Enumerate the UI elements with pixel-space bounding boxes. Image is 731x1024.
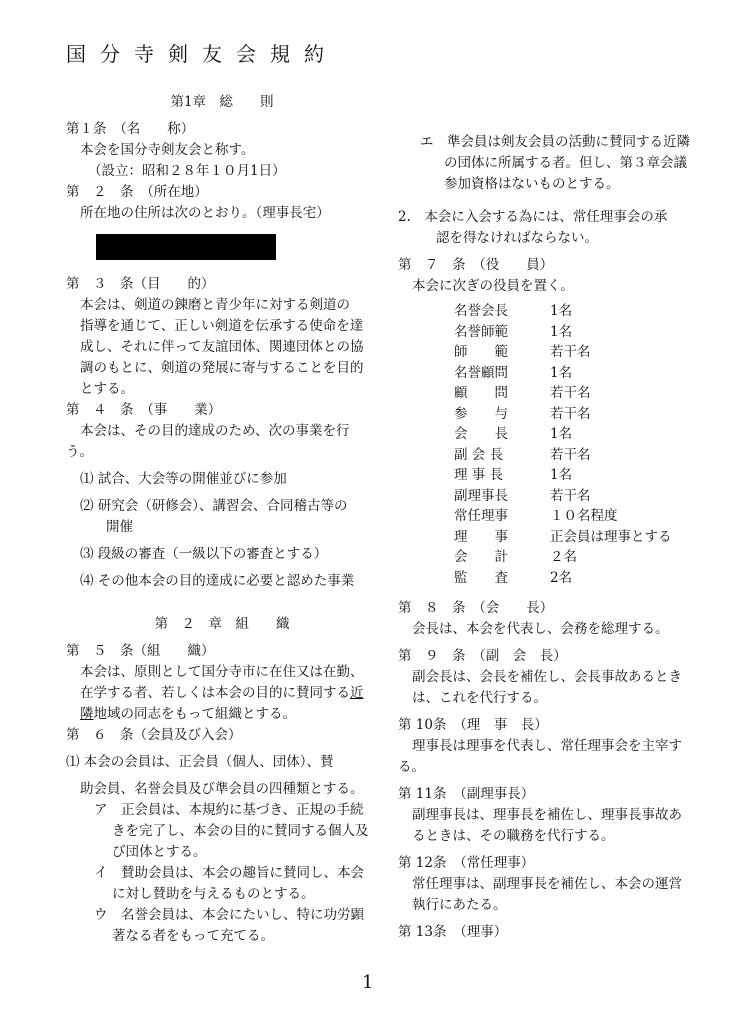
article-6-clause-2-line: 認を得なければならない。 bbox=[436, 230, 598, 246]
article-9-text-line: は、これを代行する。 bbox=[412, 690, 547, 706]
officer-count: 若干名 bbox=[550, 487, 591, 504]
officer-title: 名誉師範 bbox=[454, 323, 508, 340]
officer-count: ２名 bbox=[550, 549, 577, 565]
article-4-heading: 第 ４ 条 （事 業） bbox=[66, 402, 222, 418]
document-title: 国分寺剣友会規約 bbox=[66, 42, 338, 66]
officer-title: 副理事長 bbox=[454, 487, 508, 504]
officer-title: 名誉会長 bbox=[454, 303, 508, 319]
article-11-text-line: るときは、その職務を代行する。 bbox=[412, 828, 615, 844]
officer-title: 顧 問 bbox=[454, 385, 508, 401]
left-column bbox=[66, 92, 378, 947]
chapter-2-heading: 第 ２ 章 組 織 bbox=[154, 616, 290, 632]
officer-title: 師 範 bbox=[454, 344, 508, 360]
article-6-item-e-line: エ 準会員は剣友会員の活動に賛同する近隣 bbox=[420, 134, 690, 150]
officer-row bbox=[454, 342, 710, 363]
officer-title: 監 査 bbox=[454, 569, 508, 586]
article-6-item-u-line: 著なる者をもって充てる。 bbox=[112, 928, 274, 944]
article-4-item-2: ⑵ 研究会（研修会）、講習会、合同稽古等の bbox=[80, 498, 348, 514]
article-5-text-segment: 在学する者、若しくは本会の目的に賛同する bbox=[80, 685, 350, 701]
officer-row bbox=[454, 486, 710, 507]
officer-count: １０名程度 bbox=[550, 508, 618, 524]
officer-count: 若干名 bbox=[550, 405, 591, 422]
officer-count: 1名 bbox=[550, 364, 573, 381]
article-6-item-u-line: ウ 名誉会員は、本会にたいし、特に功労顕 bbox=[94, 907, 364, 923]
article-3-text-line: 調のもとに、剣道の発展に寄与することを目的 bbox=[80, 360, 364, 376]
article-4-item-4: ⑷ その他本会の目的達成に必要と認めた事業 bbox=[80, 573, 355, 589]
article-3-text-line: 指導を通じて、正しい剣道を伝承する使命を達 bbox=[80, 318, 364, 334]
article-9-text-line: 副会長は、会長を補佐し、会長事故あるとき bbox=[412, 669, 682, 685]
officer-row bbox=[454, 445, 710, 466]
officer-count: 1名 bbox=[550, 303, 573, 319]
article-8-heading: 第 ８ 条 （会 長） bbox=[398, 600, 554, 616]
officer-row bbox=[454, 465, 710, 486]
officer-count: 1名 bbox=[550, 426, 573, 442]
officer-count: 1名 bbox=[550, 467, 573, 483]
article-1-note: （設立：昭和２８年１０月1日） bbox=[88, 163, 286, 179]
article-12-heading: 第 12条 （常任理事） bbox=[398, 855, 535, 871]
article-11-text-line: 副理事長は、理事長を補佐し、理事長事故あ bbox=[412, 807, 682, 823]
page-number: 1 bbox=[362, 972, 374, 993]
officer-title: 参 与 bbox=[454, 405, 508, 422]
article-5-text-line: 本会は、原則として国分寺市に在住又は在勤、 bbox=[80, 664, 364, 680]
officer-title: 名誉顧問 bbox=[454, 364, 508, 381]
article-3-text-line: 成し、それに伴って友誼団体、関連団体との協 bbox=[80, 339, 364, 355]
officer-count: 若干名 bbox=[550, 385, 591, 401]
officer-title: 副 会 長 bbox=[454, 446, 504, 463]
article-4-text-line: う。 bbox=[66, 444, 93, 460]
officer-row bbox=[454, 424, 710, 445]
officer-row bbox=[454, 363, 710, 384]
officer-title: 会 長 bbox=[454, 426, 508, 442]
article-2-body: 所在地の住所は次のとおり。（理事長宅） bbox=[80, 205, 330, 221]
officer-title: 理 事 長 bbox=[454, 467, 504, 483]
officer-row bbox=[454, 322, 710, 343]
article-1-heading: 第１条 （名 称） bbox=[66, 121, 195, 137]
article-4-item-3: ⑶ 段級の審査（一級以下の審査とする） bbox=[80, 546, 328, 562]
officer-row bbox=[454, 404, 710, 425]
article-5-text-line bbox=[66, 683, 378, 704]
article-6-text-line: ⑴ 本会の会員は、正会員（個人、団体）、賛 bbox=[66, 754, 334, 770]
article-9-heading: 第 ９ 条 （副 会 長） bbox=[398, 648, 567, 664]
officer-count: 1名 bbox=[550, 323, 573, 340]
article-3-text-line: とする。 bbox=[80, 381, 134, 397]
article-6-item-a-line: きを完了し、本会の目的に賛同する個人及 bbox=[112, 823, 369, 839]
article-11-heading: 第 11条 （副理事長） bbox=[398, 786, 535, 802]
chapter-1-heading: 第1章 総 則 bbox=[170, 94, 274, 110]
redacted-address-block bbox=[96, 234, 276, 260]
article-3-heading: 第 ３ 条（目 的） bbox=[66, 276, 215, 292]
officer-title: 理 事 bbox=[454, 528, 508, 545]
officer-count: 2名 bbox=[550, 569, 573, 586]
article-5-text-line bbox=[66, 704, 378, 725]
article-6-item-i-line: イ 賛助会員は、本会の趣旨に賛同し、本会 bbox=[94, 865, 364, 881]
article-5-underlined-text: 隣 bbox=[80, 706, 94, 722]
article-10-text-line: る。 bbox=[398, 759, 425, 775]
article-5-underlined-text: 近 bbox=[350, 685, 364, 701]
article-6-item-e-line: 参加資格はないものとする。 bbox=[444, 176, 620, 192]
officer-row bbox=[454, 506, 710, 527]
article-3-text-line: 本会は、剣道の錬磨と青少年に対する剣道の bbox=[80, 297, 350, 313]
article-5-heading: 第 ５ 条（組 織） bbox=[66, 643, 215, 659]
article-5-text-segment: 地域の同志をもって組織とする。 bbox=[93, 706, 296, 722]
article-12-text-line: 執行にあたる。 bbox=[412, 897, 507, 913]
article-6-item-i-line: に対し賛助を与えるものとする。 bbox=[112, 886, 315, 902]
article-12-text-line: 常任理事は、副理事長を補佐し、本会の運営 bbox=[412, 876, 682, 892]
officer-count: 若干名 bbox=[550, 446, 591, 463]
article-1-body: 本会を国分寺剣友会と称す。 bbox=[80, 142, 255, 158]
article-7-body: 本会に次ぎの役員を置く。 bbox=[412, 278, 574, 294]
article-10-text-line: 理事長は理事を代表し、常任理事会を主宰す bbox=[412, 738, 682, 754]
officer-row bbox=[454, 383, 710, 404]
article-4-text-line: 本会は、その目的達成のため、次の事業を行 bbox=[80, 423, 350, 439]
officer-title: 会 計 bbox=[454, 549, 508, 565]
officer-row bbox=[454, 547, 710, 568]
officer-row bbox=[454, 527, 710, 548]
officer-title: 常任理事 bbox=[454, 508, 508, 524]
article-6-item-a-line: び団体とする。 bbox=[112, 844, 207, 860]
article-6-clause-2-line: 2. 本会に入会する為には、常任理事会の承 bbox=[398, 209, 668, 225]
article-6-heading: 第 ６ 条（会員及び入会） bbox=[66, 727, 242, 743]
article-6-text-line: 助会員、名誉会員及び準会員の四種類とする。 bbox=[80, 781, 364, 797]
article-6-item-a-line: ア 正会員は、本規約に基づき、正規の手続 bbox=[94, 802, 364, 818]
article-10-heading: 第 10条 （理 事 長） bbox=[398, 717, 548, 733]
article-4-item-2-continued: 開催 bbox=[106, 519, 133, 535]
article-4-item-1: ⑴ 試合、大会等の開催並びに参加 bbox=[80, 471, 287, 487]
article-6-item-e-line: の団体に所属する者。但し、第３章会議 bbox=[444, 155, 687, 171]
article-8-body: 会長は、本会を代表し、会務を総理する。 bbox=[412, 621, 669, 637]
officer-count: 正会員は理事とする bbox=[550, 528, 672, 545]
officer-row bbox=[454, 301, 710, 322]
article-7-heading: 第 ７ 条 （役 員） bbox=[398, 257, 554, 273]
right-column bbox=[398, 132, 710, 943]
officer-row bbox=[454, 568, 710, 589]
article-2-heading: 第 ２ 条 （所在地） bbox=[66, 184, 208, 200]
officer-list bbox=[454, 301, 710, 588]
article-13-heading: 第 13条 （理事） bbox=[398, 924, 508, 940]
officer-count: 若干名 bbox=[550, 344, 591, 360]
